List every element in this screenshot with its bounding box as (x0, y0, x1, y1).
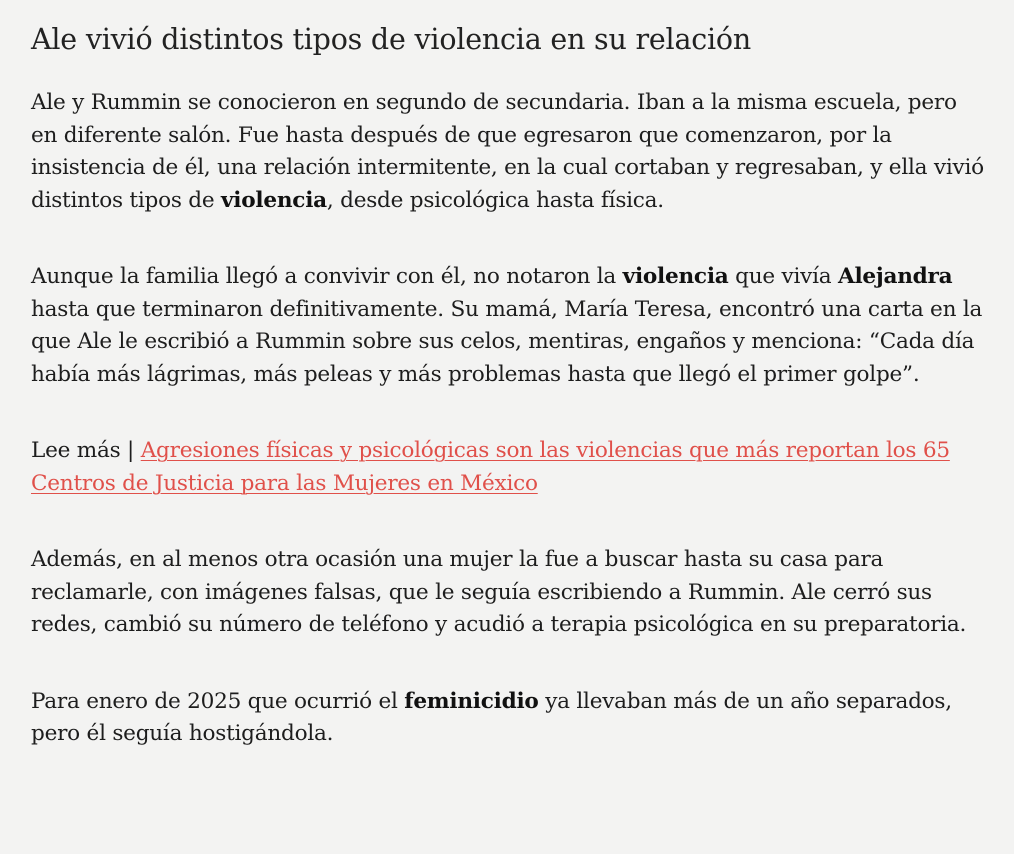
bold-keyword: Alejandra (837, 264, 953, 289)
read-more-link[interactable]: Agresiones físicas y psicológicas son las violencias que más reportan los 65 Centros de Justicia para las Mujeres en México (31, 438, 950, 496)
paragraph-2 (31, 261, 986, 391)
paragraph-text: Para enero de 2025 que ocurrió el (31, 688, 405, 714)
section-heading: Ale vivió distintos tipos de violencia en su relación (31, 23, 752, 56)
read-more-paragraph (31, 435, 986, 500)
paragraph-text: ya llevaban más de un año separados, pero él seguía hostigándola. (31, 688, 952, 746)
paragraph-4 (31, 544, 986, 642)
paragraph-text: hasta que terminaron definitivamente. Su mamá, María Teresa, encontró una carta en la que Ale le escribió a Rummin sobre sus celos, mentiras, engaños y menciona: “Cada día había más lágrimas, más peleas y más problemas hasta que llegó el primer golpe”. (31, 296, 983, 387)
paragraph-text: , desde psicológica hasta física. (326, 187, 664, 213)
bold-keyword: feminicidio (404, 688, 539, 714)
paragraph-text: Ale y Rummin se conocieron en segundo de secundaria. Iban a la misma escuela, pero en diferente salón. Fue hasta después de que egresaron que comenzaron, por la insistencia de él, una relación intermitente, en la cual cortaban y regresaban, y ella vivió distintos tipos de (31, 90, 984, 213)
paragraph-5 (31, 686, 986, 751)
article-body (31, 20, 986, 795)
read-more-prefix: Lee más | (31, 438, 141, 463)
paragraph-text: que vivía (728, 264, 838, 289)
paragraph-text: Además, en al menos otra ocasión una mujer la fue a buscar hasta su casa para reclamarle, con imágenes falsas, que le seguía escribiendo a Rummin. Ale cerró sus redes, cambió su número de teléfono y acudió a terapia psicológica en su preparatoria. (31, 547, 967, 637)
paragraph-text: Aunque la familia llegó a convivir con él, no notaron la (31, 264, 623, 289)
bold-keyword: violencia (221, 187, 327, 213)
bold-keyword: violencia (622, 264, 729, 289)
paragraph-1 (31, 87, 986, 217)
